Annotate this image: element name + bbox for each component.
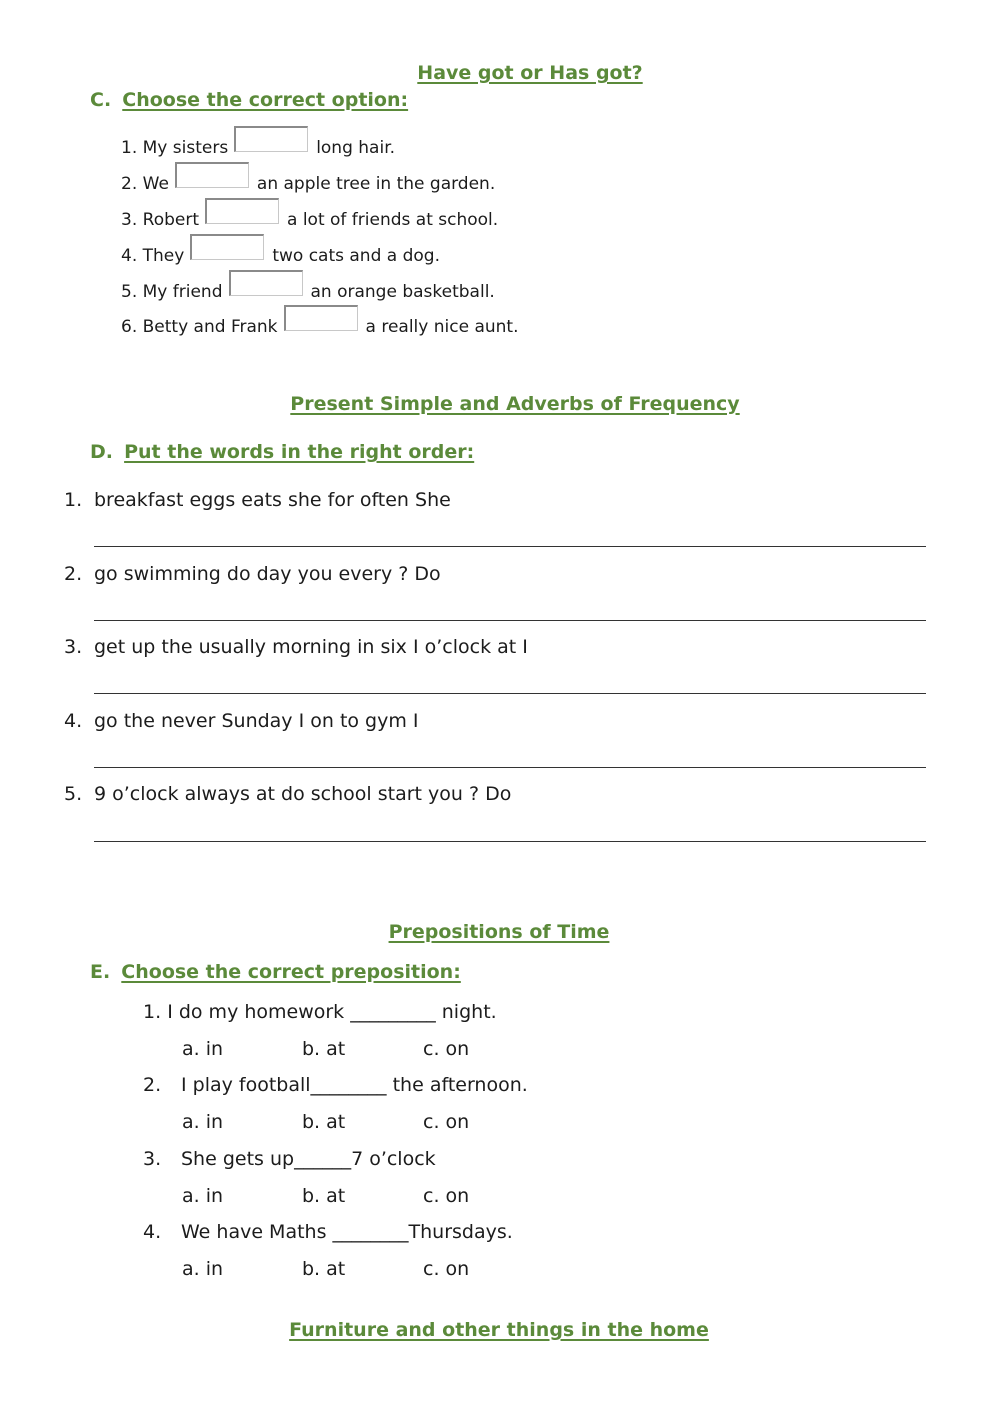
d-item-text: go the never Sunday I on to gym I [94,710,419,732]
section-e-letter: E. [90,961,111,983]
c-item-number: 3. [121,210,138,230]
d-item-text: get up the usually morning in six I o’clock at I [94,636,528,658]
e-item-number: 4. [143,1221,162,1243]
e1-option-a[interactable]: a. in [182,1038,224,1060]
d-item-number: 5. [64,783,83,805]
answer-line-4[interactable] [94,767,926,768]
e4-option-c[interactable]: c. on [423,1258,470,1280]
e2-option-b[interactable]: b. at [302,1111,346,1133]
answer-box-3[interactable] [205,198,279,224]
d-item-text: breakfast eggs eats she for often She [94,489,451,511]
c-item-before: My sisters [142,138,229,158]
answer-box-1[interactable] [234,126,308,152]
e3-option-b[interactable]: b. at [302,1185,346,1207]
e1-option-c[interactable]: c. on [423,1038,470,1060]
section-e-instruction: Choose the correct preposition: [121,961,461,983]
c-item-number: 2. [121,174,138,194]
c-item-before: My friend [142,282,223,302]
d-item-1 [64,489,451,511]
d-item-4 [64,710,419,732]
section-d-instruction: Put the words in the right order: [124,441,475,463]
c-item-before: Robert [142,210,199,230]
d-item-3 [64,636,528,658]
c-item-4 [121,234,440,266]
answer-box-5[interactable] [229,270,303,296]
answer-line-1[interactable] [94,546,926,547]
e4-option-a[interactable]: a. in [182,1258,224,1280]
e2-option-c[interactable]: c. on [423,1111,470,1133]
c-item-5 [121,270,495,302]
c-item-number: 6. [121,317,138,337]
c-item-number: 4. [121,246,138,266]
c-item-after: a lot of friends at school. [287,210,499,230]
title-furniture: Furniture and other things in the home [289,1319,709,1341]
section-e-heading [90,961,461,983]
section-d-letter: D. [90,441,113,463]
c-item-before: They [142,246,185,266]
c-item-after: a really nice aunt. [365,317,519,337]
c-item-6 [121,305,518,337]
title-prepositions: Prepositions of Time [388,921,610,943]
e-item-number: 2. [143,1074,162,1096]
c-item-before: Betty and Frank [142,317,278,337]
e-item-4 [143,1221,513,1243]
c-item-after: long hair. [316,138,396,158]
e-item-number: 3. [143,1148,162,1170]
e-item-number: 1. [143,1001,162,1023]
d-item-number: 2. [64,563,83,585]
answer-box-6[interactable] [284,305,358,331]
title-have-got: Have got or Has got? [417,62,643,84]
e4-option-b[interactable]: b. at [302,1258,346,1280]
c-item-number: 5. [121,282,138,302]
c-item-after: an apple tree in the garden. [256,174,496,194]
c-item-number: 1. [121,138,138,158]
c-item-after: an orange basketball. [310,282,495,302]
d-item-number: 4. [64,710,83,732]
c-item-after: two cats and a dog. [272,246,440,266]
answer-box-4[interactable] [190,234,264,260]
title-present-simple: Present Simple and Adverbs of Frequency [290,393,740,415]
e-item-text: I do my homework _________ night. [167,1001,497,1023]
e-item-2 [143,1074,528,1096]
section-c-heading [90,89,408,111]
e3-option-c[interactable]: c. on [423,1185,470,1207]
section-d-heading [90,441,474,463]
section-c-letter: C. [90,89,112,111]
c-item-3 [121,198,498,230]
answer-line-5[interactable] [94,841,926,842]
d-item-text: go swimming do day you every ? Do [94,563,441,585]
c-item-before: We [142,174,169,194]
c-item-2 [121,162,495,194]
section-c-instruction: Choose the correct option: [122,89,409,111]
d-item-2 [64,563,441,585]
d-item-number: 3. [64,636,83,658]
answer-line-2[interactable] [94,620,926,621]
e1-option-b[interactable]: b. at [302,1038,346,1060]
d-item-number: 1. [64,489,83,511]
answer-box-2[interactable] [175,162,249,188]
e-item-3 [143,1148,436,1170]
answer-line-3[interactable] [94,693,926,694]
e2-option-a[interactable]: a. in [182,1111,224,1133]
e-item-1 [143,1001,497,1023]
e-item-text: I play football________ the afternoon. [181,1074,528,1096]
c-item-1 [121,126,395,158]
d-item-5 [64,783,511,805]
e3-option-a[interactable]: a. in [182,1185,224,1207]
e-item-text: She gets up______7 o’clock [181,1148,436,1170]
e-item-text: We have Maths ________Thursdays. [181,1221,513,1243]
d-item-text: 9 o’clock always at do school start you ? Do [94,783,512,805]
